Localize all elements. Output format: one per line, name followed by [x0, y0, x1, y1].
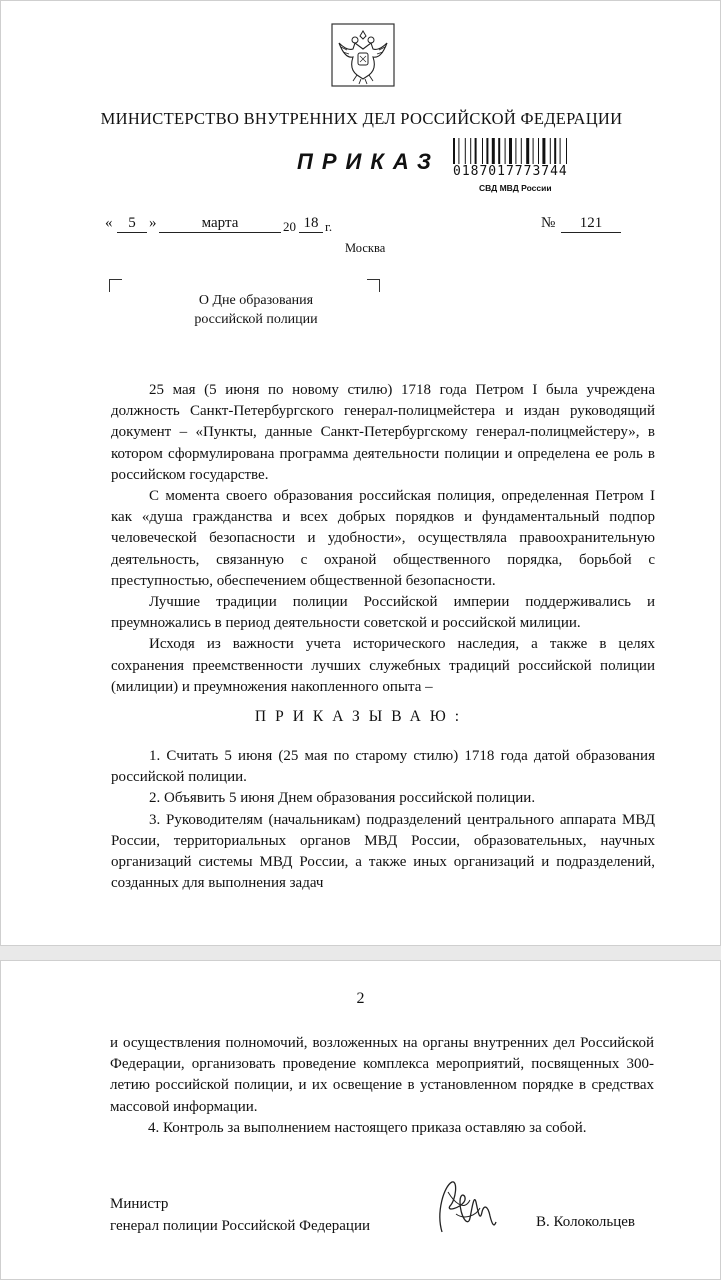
signatory-title-line-1: Министр [110, 1196, 169, 1212]
ministry-name: МИНИСТЕРСТВО ВНУТРЕННИХ ДЕЛ РОССИЙСКОЙ ФЕДЕРАЦИИ [100, 109, 623, 128]
paragraph-1: 25 мая (5 июня по новому стилю) 1718 года Петром I была учреждена должность Санкт-Петербургского генерал-полицмейстера и издан руководящий документ – «Пункты, данные Санкт-Петербургскому генерал-полицмейстеру», в котором сформулирована программа деятельности полиции и определена ее роль в российском государстве. [111, 382, 655, 483]
order-subject [151, 291, 361, 329]
preamble [111, 380, 655, 698]
date-close-quote: » [149, 215, 157, 231]
date-year-prefix: 20 [283, 219, 296, 234]
date-day: 5 [117, 215, 147, 233]
number-sign: № [541, 215, 556, 231]
order-number: 121 [561, 215, 621, 233]
order-items [111, 746, 655, 894]
date-year-suffix: 18 [299, 215, 323, 233]
state-emblem-icon [331, 23, 395, 87]
paragraph-2: С момента своего образования российская полиция, определенная Петром I как «душа гражданства и всех добрых порядков и фундаментальный подпор человеческой безопасности и удобности», осуществляла правоохранительную деятельность, связанную с охраной общественного порядка, борьбой с преступностью, обеспечением общественной безопасности. [111, 488, 655, 589]
order-item-3-part-2: и осуществления полномочий, возложенных на органы внутренних дел Российской Федерации, организовать проведение комплекса мероприятий, посвященных 300-летию российской полиции, и их освещение в установленном порядке в средствах массовой информации. [110, 1035, 654, 1115]
barcode-caption: СВД МВД России [479, 183, 552, 193]
signatory-title-line-2: генерал полиции Российской Федерации [110, 1218, 371, 1234]
signatory-title [110, 1193, 370, 1237]
order-item-1: 1. Считать 5 июня (25 мая по старому стилю) 1718 года датой образования российской полиции. [111, 748, 655, 786]
date-open-quote: « [105, 215, 113, 231]
subject-corner-left [109, 279, 122, 292]
city-name: Москва [345, 241, 386, 255]
subject-corner-right [367, 279, 380, 292]
page-number: 2 [356, 990, 365, 1007]
order-item-2: 2. Объявить 5 июня Днем образования российской полиции. [149, 790, 536, 807]
handwritten-signature-icon [430, 1172, 500, 1242]
order-word: ПРИКАЗЫВАЮ: [254, 708, 469, 725]
document-type-title: ПРИКАЗ [297, 149, 441, 174]
order-items-continued [110, 1033, 654, 1139]
date-year-abbr: г. [325, 219, 333, 234]
barcode-number: 0187017773744 [453, 164, 619, 179]
paragraph-4: Исходя из важности учета исторического наследия, а также в целях сохранения преемственности лучших служебных традиций российской полиции (милиции) и преумножения накопленного опыта – [111, 636, 655, 695]
subject-line-2: российской полиции [194, 312, 318, 327]
paragraph-3: Лучшие традиции полиции Российской империи поддерживались и преумножались в период деятельности советской и российской милиции. [111, 594, 655, 632]
date-month: марта [159, 215, 281, 233]
subject-line-1: О Дне образования [198, 293, 314, 308]
order-item-3-part-1: 3. Руководителям (начальникам) подразделений центрального аппарата МВД России, территориальных органов МВД России, образовательных, научных организаций системы МВД России, а также иных организаций и подразделений, созданных для выполнения задач [111, 811, 655, 892]
signatory-name: В. Колокольцев [536, 1214, 635, 1230]
order-item-4: 4. Контроль за выполнением настоящего приказа оставляю за собой. [148, 1119, 587, 1136]
